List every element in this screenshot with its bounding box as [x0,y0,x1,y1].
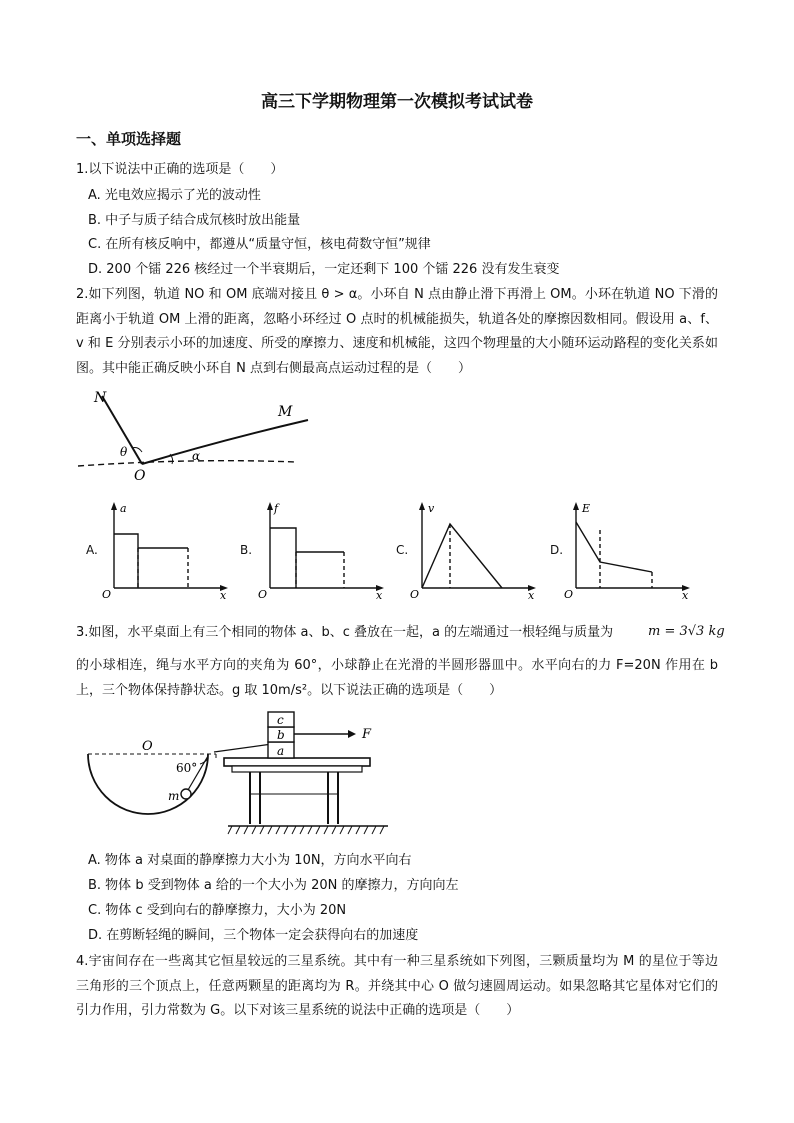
page-title: 高三下学期物理第一次模拟考试试卷 [261,92,533,112]
svg-text:60°: 60° [176,761,198,775]
svg-text:f: f [274,502,279,515]
q3-option-c: C. 物体 c 受到向右的静摩擦力，大小为 20N [88,903,347,918]
track-om [142,420,308,464]
graph-a [100,500,230,600]
label-alpha: α [192,449,201,463]
q1-option-a: A. 光电效应揭示了光的波动性 [88,188,261,203]
svg-text:F: F [362,727,372,742]
graph-b [256,500,386,600]
svg-text:a: a [277,744,285,758]
svg-text:O: O [142,739,153,754]
q1-option-d: D. 200 个镭 226 核经过一个半衰期后，一定还剩下 100 个镭 226 没有发生衰变 [88,262,560,277]
svg-text:O: O [410,588,420,600]
q3-option-a: A. 物体 a 对桌面的静摩擦力大小为 10N，方向水平向右 [88,853,412,868]
graph-b-option: B. [240,543,253,557]
svg-text:O: O [258,588,268,600]
svg-text:c: c [277,713,284,727]
q3-option-b: B. 物体 b 受到物体 a 给的一个大小为 20N 的摩擦力，方向向左 [88,878,459,893]
graph-d-option: D. [550,543,564,557]
question-3-stem-b: 的小球相连，绳与水平方向的夹角为 60°，小球静止在光滑的半圆形器皿中。水平向右的力 F=20N 作用在 b 上，三个物体保持静状态。g 取 10m/s²。以下说法正确的选项是（ ） [76,658,718,698]
section-heading: 一、单项选择题 [76,130,182,148]
question-1-stem: 1.以下说法中正确的选项是（ ） [76,162,284,177]
label-theta: θ [120,445,128,459]
svg-text:x: x [376,589,383,600]
q1-option-c: C. 在所有核反响中，都遵从“质量守恒，核电荷数守恒”规律 [88,237,431,252]
svg-text:x: x [220,589,227,600]
label-o: O [134,468,146,484]
svg-text:O: O [102,588,112,600]
svg-text:x: x [682,589,689,600]
question-4-stem: 4.宇宙间存在一些离其它恒星较远的三星系统。其中有一种三星系统如下列图，三颗质量均为 M 的星位于等边三角形的三个顶点上，任意两颗星的距离均为 R。并绕其中心 O 做匀速圆周运动。如果忽略其它星体对它们的引力作用，引力常数为 G。以下对该三星系统的说法中正确的选项是（ ） [76,954,718,1018]
q3-option-d: D. 在剪断轻绳的瞬间，三个物体一定会获得向右的加速度 [88,928,419,943]
graph-d [562,500,692,600]
graph-c [408,500,538,600]
svg-text:E: E [582,502,591,515]
horizontal-dashed-line [78,461,296,466]
q3-table-figure [82,708,392,840]
question-2-stem: 2.如下列图，轨道 NO 和 OM 底端对接且 θ > α。小环自 N 点由静止滑下再滑上 OM。小环在轨道 NO 下滑的距离小于轨道 OM 上滑的距离，忽略小环经过 O 点时的机械能损失，轨道各处的摩擦因数相同。假设用 a、f、v 和 E 分别表示小环的加速度、所受的摩擦力、速度和机械能，这四个物理量的大小随环运动路程的变化关系如图。其中能正确反映小环自 N 点到右侧最高点运动过程的是（ ） [76,287,718,376]
label-n: N [94,390,107,406]
graph-a-option: A. [86,543,98,557]
mass-formula: m = 3√3 kg [648,624,725,639]
q2-track-figure [72,388,312,484]
svg-text:b: b [277,728,285,742]
svg-text:v: v [428,502,435,515]
graph-c-option: C. [396,543,409,557]
q1-option-b: B. 中子与质子结合成氘核时放出能量 [88,213,301,228]
svg-text:m: m [168,789,180,803]
label-m: M [278,404,293,420]
svg-text:O: O [564,588,574,600]
svg-text:a: a [120,502,127,515]
question-3-stem-a: 3.如图，水平桌面上有三个相同的物体 a、b、c 叠放在一起，a 的左端通过一根轻绳与质量为 [76,625,614,640]
svg-text:x: x [528,589,535,600]
